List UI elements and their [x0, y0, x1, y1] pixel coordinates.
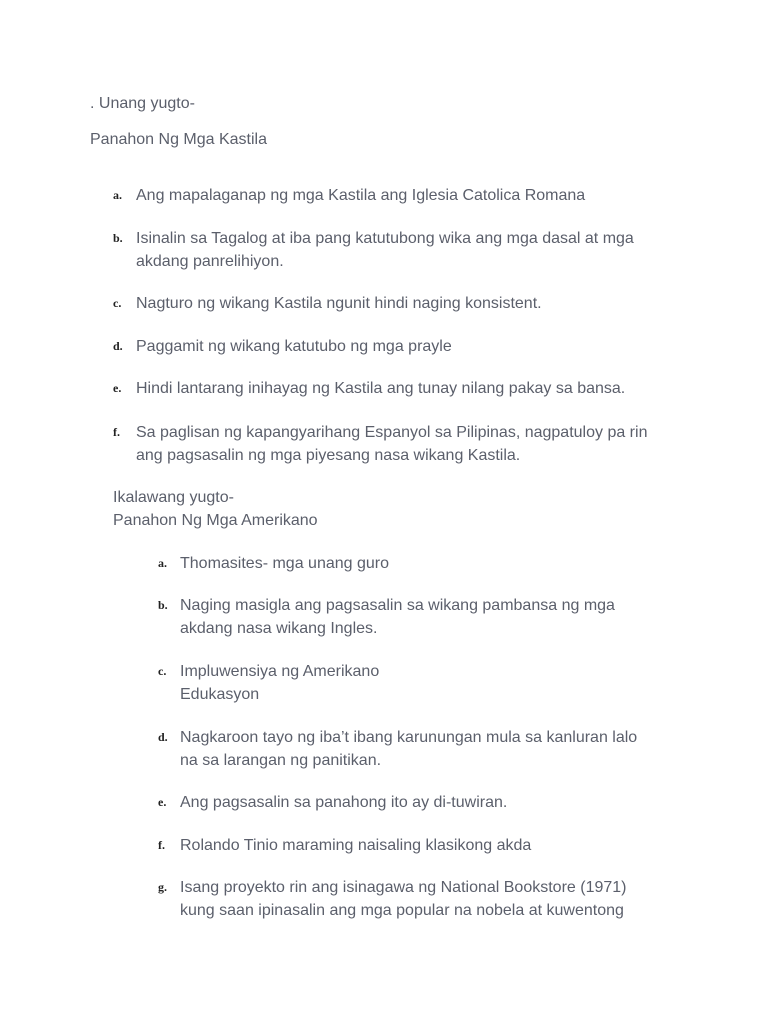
list-marker: b. — [113, 231, 123, 245]
list-marker: f. — [113, 425, 120, 439]
list-marker: d. — [113, 339, 123, 353]
list-item-text: Nagturo ng wikang Kastila ngunit hindi naging konsistent. — [136, 295, 542, 312]
list-item-text: Rolando Tinio maraming naisaling klasikong akda — [180, 837, 532, 854]
list-item-text: Isinalin sa Tagalog at iba pang katutubong wika ang mga dasal at mga — [136, 230, 634, 247]
list-marker: a. — [158, 556, 167, 570]
list-item-text: ang pagsasalin ng mga piyesang nasa wikang Kastila. — [136, 447, 521, 464]
list-item-text: kung saan ipinasalin ang mga popular na nobela at kuwentong — [180, 902, 624, 919]
list-marker: d. — [158, 730, 168, 744]
list-marker: c. — [113, 296, 122, 310]
section1-title: Panahon Ng Mga Kastila — [90, 131, 267, 148]
list-item-text: Nagkaroon tayo ng iba’t ibang karunungan mula sa kanluran lalo — [180, 729, 638, 746]
list-marker: c. — [158, 664, 167, 678]
section2-title: Panahon Ng Mga Amerikano — [113, 512, 318, 529]
list-item-text: Edukasyon — [180, 686, 260, 703]
list-marker: e. — [158, 795, 167, 809]
list-item-text: Impluwensiya ng Amerikano — [180, 663, 380, 680]
list-item-text: akdang panrelihiyon. — [136, 253, 284, 270]
list-item-text: Paggamit ng wikang katutubo ng mga prayle — [136, 338, 452, 355]
list-item-text: Sa paglisan ng kapangyarihang Espanyol sa Pilipinas, nagpatuloy pa rin — [136, 424, 648, 441]
list-item-text: na sa larangan ng panitikan. — [180, 752, 382, 769]
list-item-text: Hindi lantarang inihayag ng Kastila ang tunay nilang pakay sa bansa. — [136, 380, 626, 397]
list-item-text: Ang pagsasalin sa panahong ito ay di-tuwiran. — [180, 794, 508, 811]
list-item-text: akdang nasa wikang Ingles. — [180, 620, 378, 637]
list-marker: b. — [158, 598, 168, 612]
list-marker: e. — [113, 381, 122, 395]
list-item-text: Thomasites- mga unang guro — [180, 555, 389, 572]
list-marker: f. — [158, 838, 165, 852]
list-item-text: Isang proyekto rin ang isinagawa ng National Bookstore (1971) — [180, 879, 627, 896]
section1-heading: . Unang yugto- — [90, 95, 195, 112]
list-marker: g. — [158, 880, 167, 894]
list-item-text: Ang mapalaganap ng mga Kastila ang Iglesia Catolica Romana — [136, 187, 586, 204]
section2-heading: Ikalawang yugto- — [113, 489, 234, 506]
list-item-text: Naging masigla ang pagsasalin sa wikang pambansa ng mga — [180, 597, 615, 614]
list-marker: a. — [113, 188, 122, 202]
